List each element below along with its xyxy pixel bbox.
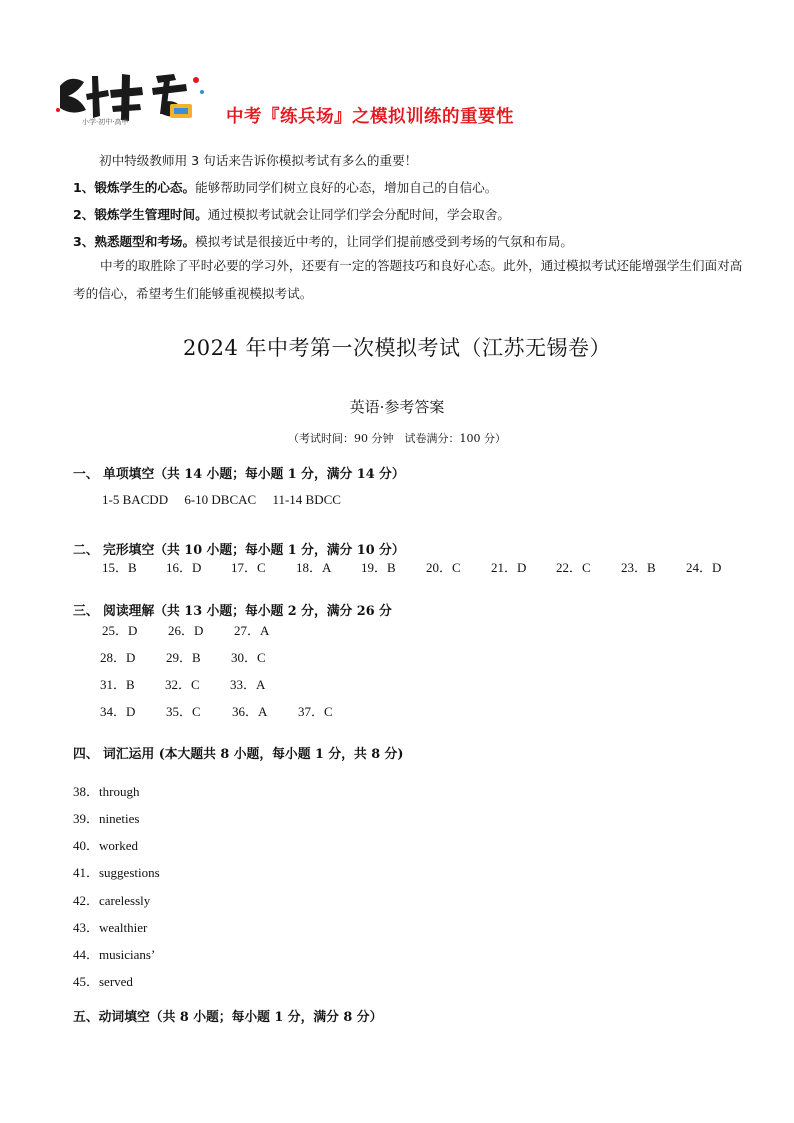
- section-3-answer: 36．A: [232, 704, 268, 719]
- section-5-title: 五、动词填空（共 8 小题；每小题 1 分，满分 8 分）: [73, 1010, 383, 1025]
- section-2-answer: 17．C: [231, 560, 266, 575]
- intro-point-1: [73, 177, 497, 196]
- intro-point-2-heading: 2、锻炼学生管理时间。: [73, 207, 208, 222]
- section-4-item: 38．through: [73, 784, 140, 799]
- intro-point-1-text: 能够帮助同学们树立良好的心态，增加自己的自信心。: [195, 180, 498, 195]
- section-2-answer: 23．B: [621, 560, 656, 575]
- intro-lead: 初中特级教师用 3 句话来告诉你模拟考试有多么的重要！: [99, 153, 418, 168]
- section-2-answer: 20．C: [426, 560, 461, 575]
- intro-point-2: [73, 204, 510, 223]
- section-3-answer: 37．C: [298, 704, 333, 719]
- section-3-answer: 35．C: [166, 704, 201, 719]
- section-3-answer: 30．C: [231, 650, 266, 665]
- exam-meta: （考试时间：90 分钟 试卷满分：100 分）: [288, 432, 506, 445]
- section-4-item: 45．served: [73, 974, 133, 989]
- section-4-item: 43．wealthier: [73, 920, 148, 935]
- intro-point-3: [73, 231, 573, 250]
- section-3-answer: 25．D: [102, 623, 138, 638]
- section-4-item: 44．musicians’: [73, 947, 156, 962]
- section-3-answer: 27．A: [234, 623, 270, 638]
- logo-brush-text: [60, 74, 187, 121]
- section-2-answer: 21．D: [491, 560, 527, 575]
- exam-subtitle: 英语·参考答案: [349, 398, 445, 416]
- section-3-answer: 33．A: [230, 677, 266, 692]
- section-2-answer: 19．B: [361, 560, 396, 575]
- section-1-answers: 1-5 BACDD 6-10 DBCAC 11-14 BDCC: [102, 492, 341, 507]
- section-1-title: 一、 单项填空（共 14 小题；每小题 1 分，满分 14 分）: [73, 467, 405, 482]
- promo-title: 中考『练兵场』之模拟训练的重要性: [226, 107, 514, 127]
- exam-title: 2024 年中考第一次模拟考试（江苏无锡卷）: [182, 336, 612, 360]
- intro-point-3-heading: 3、熟悉题型和考场。: [73, 234, 196, 249]
- logo-subtext: 小学·初中·高中: [82, 118, 129, 126]
- section-2-answer: 15．B: [102, 560, 137, 575]
- section-3-answer: 32．C: [165, 677, 200, 692]
- section-4-item: 39．nineties: [73, 811, 140, 826]
- section-4-item: 42．carelessly: [73, 893, 151, 908]
- section-3-answer: 26．D: [168, 623, 204, 638]
- section-3-title: 三、 阅读理解（共 13 小题；每小题 2 分，满分 26 分: [73, 604, 392, 619]
- section-3-answer: 34．D: [100, 704, 136, 719]
- section-3-answer: 29．B: [166, 650, 201, 665]
- section-3-answer: 28．D: [100, 650, 136, 665]
- intro-point-3-text: 模拟考试是很接近中考的，让同学们提前感受到考场的气氛和布局。: [195, 234, 573, 249]
- intro-point-1-heading: 1、锻炼学生的心态。: [73, 180, 196, 195]
- section-2-answer: 18．A: [296, 560, 332, 575]
- section-4-item: 41．suggestions: [73, 865, 160, 880]
- section-4-title: 四、 词汇运用 (本大题共 8 小题，每小题 1 分，共 8 分): [73, 747, 404, 762]
- section-2-title: 二、 完形填空（共 10 小题；每小题 1 分，满分 10 分）: [73, 543, 405, 558]
- section-2-answer: 16．D: [166, 560, 202, 575]
- section-4-item: 40．worked: [73, 838, 138, 853]
- logo: [52, 66, 212, 128]
- section-2-answer: 24．D: [686, 560, 722, 575]
- intro-closing: 中考的取胜除了平时必要的学习外，还要有一定的答题技巧和良好心态。此外，通过模拟考试还能增强学生们面对高考的信心，希望考生们能够重视模拟考试。: [73, 258, 743, 301]
- section-3-answer: 31．B: [100, 677, 135, 692]
- intro-point-2-text: 通过模拟考试就会让同学们学会分配时间，学会取舍。: [207, 207, 510, 222]
- section-2-answer: 22．C: [556, 560, 591, 575]
